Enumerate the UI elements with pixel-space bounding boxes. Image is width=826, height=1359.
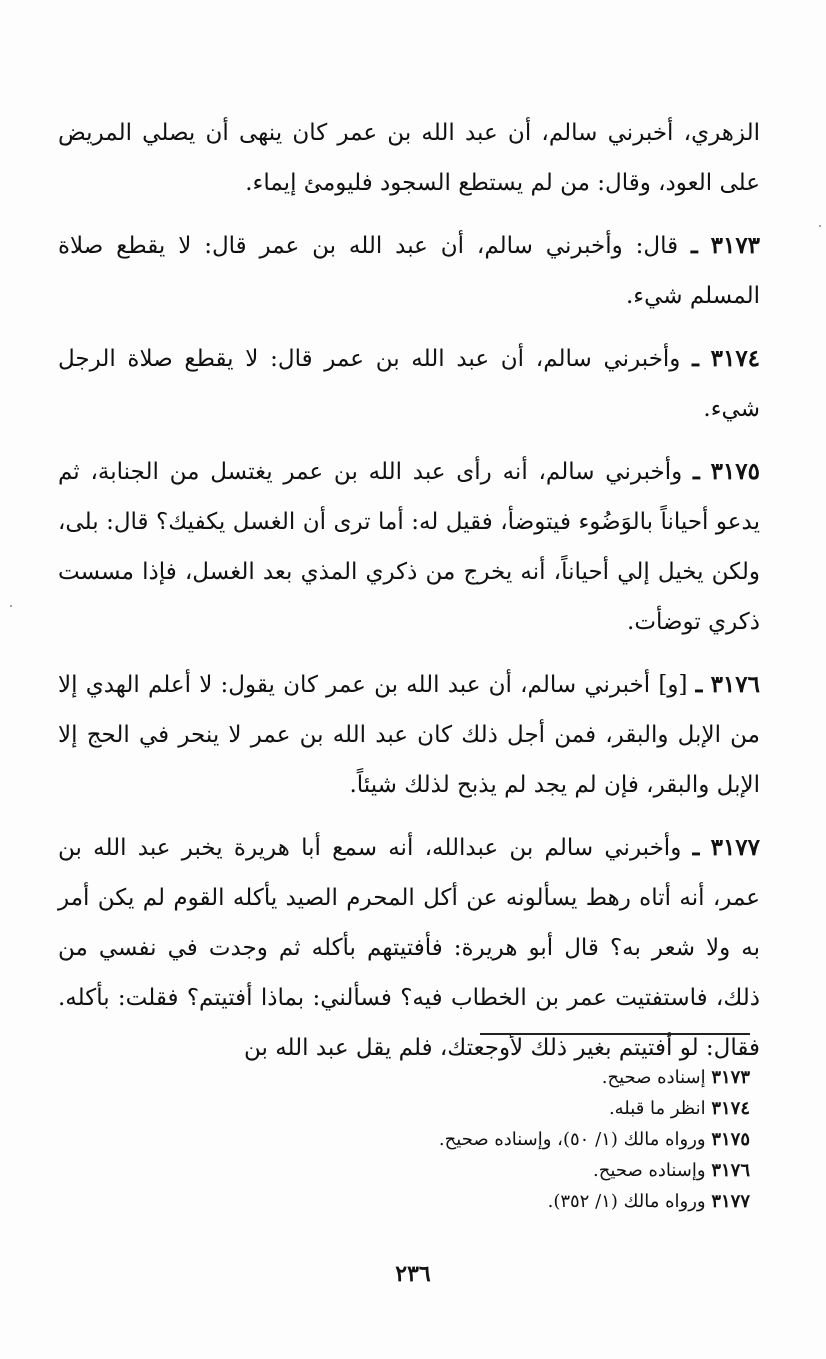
hadith-number: ٣١٧٣ <box>710 232 761 259</box>
hadith-dash: ـ <box>692 345 699 372</box>
footnote-number: ٣١٧٦ <box>711 1160 750 1181</box>
footnote-item <box>300 1186 750 1217</box>
hadith-number: ٣١٧٥ <box>710 458 760 485</box>
hadith-dash: ـ <box>690 232 698 259</box>
hadith-paragraph <box>58 823 760 1073</box>
hadith-paragraph <box>58 660 760 810</box>
hadith-dash: ـ <box>693 458 700 485</box>
footnote-number: ٣١٧٧ <box>711 1191 750 1212</box>
hadith-paragraph <box>58 447 760 647</box>
paragraph-text: الزهري، أخبرني سالم، أن عبد الله بن عمر كان ينهى أن يصلي المريض على العود، وقال: من لم يستطع السجود فليومئ إيماء. <box>58 120 760 196</box>
footnotes <box>300 1062 750 1217</box>
hadith-text: قال: وأخبرني سالم، أن عبد الله بن عمر قال: لا يقطع صلاة المسلم شيء. <box>58 233 760 309</box>
footnote-number: ٣١٧٣ <box>711 1067 750 1088</box>
hadith-text: وأخبرني سالم، أن عبد الله بن عمر قال: لا يقطع صلاة الرجل شيء. <box>58 346 760 422</box>
footnote-divider <box>480 1033 750 1035</box>
scan-speck <box>819 225 821 227</box>
footnote-item <box>300 1062 750 1093</box>
footnote-item <box>300 1124 750 1155</box>
footnote-text: وإسناده صحيح. <box>593 1160 706 1181</box>
footnote-text: ورواه مالك (١/ ٣٥٢). <box>547 1191 706 1212</box>
hadith-number: ٣١٧٧ <box>710 834 761 861</box>
hadith-number: ٣١٧٦ <box>710 671 760 698</box>
hadith-dash: ـ <box>695 671 703 698</box>
hadith-number: ٣١٧٤ <box>710 345 761 372</box>
main-text <box>58 108 760 1086</box>
footnote-text: انظر ما قبله. <box>608 1098 706 1119</box>
footnote-item <box>300 1155 750 1186</box>
footnote-text: إسناده صحيح. <box>601 1067 706 1088</box>
paragraph-continuation <box>58 108 760 208</box>
page-number: ٢٣٦ <box>395 1261 431 1287</box>
hadith-paragraph <box>58 334 760 434</box>
footnote-number: ٣١٧٥ <box>711 1129 750 1150</box>
hadith-text: [و] أخبرني سالم، أن عبد الله بن عمر كان يقول: لا أعلم الهدي إلا من الإبل والبقر، فمن أجل ذلك كان عبد الله بن عمر لا ينحر في الحج إلا الإبل والبقر، فإن لم يجد لم يذبح لذلك شيئاً. <box>58 672 760 798</box>
hadith-text: وأخبرني سالم بن عبدالله، أنه سمع أبا هريرة يخبر عبد الله بن عمر، أنه أتاه رهط يسألونه عن أكل المحرم الصيد يأكله القوم لم يكن أمر به ولا شعر به؟ قال أبو هريرة: فأفتيتهم بأكله ثم وجدت في نفسي من ذلك، فاستفتيت عمر بن الخطاب فيه؟ فسألني: بماذا أفتيتم؟ فقلت: بأكله. فقال: لو أفتيتم بغير ذلك لأوجعتك، فلم يقل عبد الله بن <box>58 835 760 1061</box>
hadith-text: وأخبرني سالم، أنه رأى عبد الله بن عمر يغتسل من الجنابة، ثم يدعو أحياناً بالوَضُوء فيتوضأ، فقيل له: أما ترى أن الغسل يكفيك؟ قال: بلى، ولكن يخيل إلي أحياناً، أنه يخرج من ذكري المذي بعد الغسل، فإذا مسست ذكري توضأت. <box>58 459 760 635</box>
hadith-dash: ـ <box>692 834 700 861</box>
footnote-item <box>300 1093 750 1124</box>
hadith-paragraph <box>58 221 760 321</box>
footnote-text: ورواه مالك (١/ ٥٠)، وإسناده صحيح. <box>438 1129 706 1150</box>
scan-speck <box>10 605 12 607</box>
footnote-number: ٣١٧٤ <box>711 1098 750 1119</box>
